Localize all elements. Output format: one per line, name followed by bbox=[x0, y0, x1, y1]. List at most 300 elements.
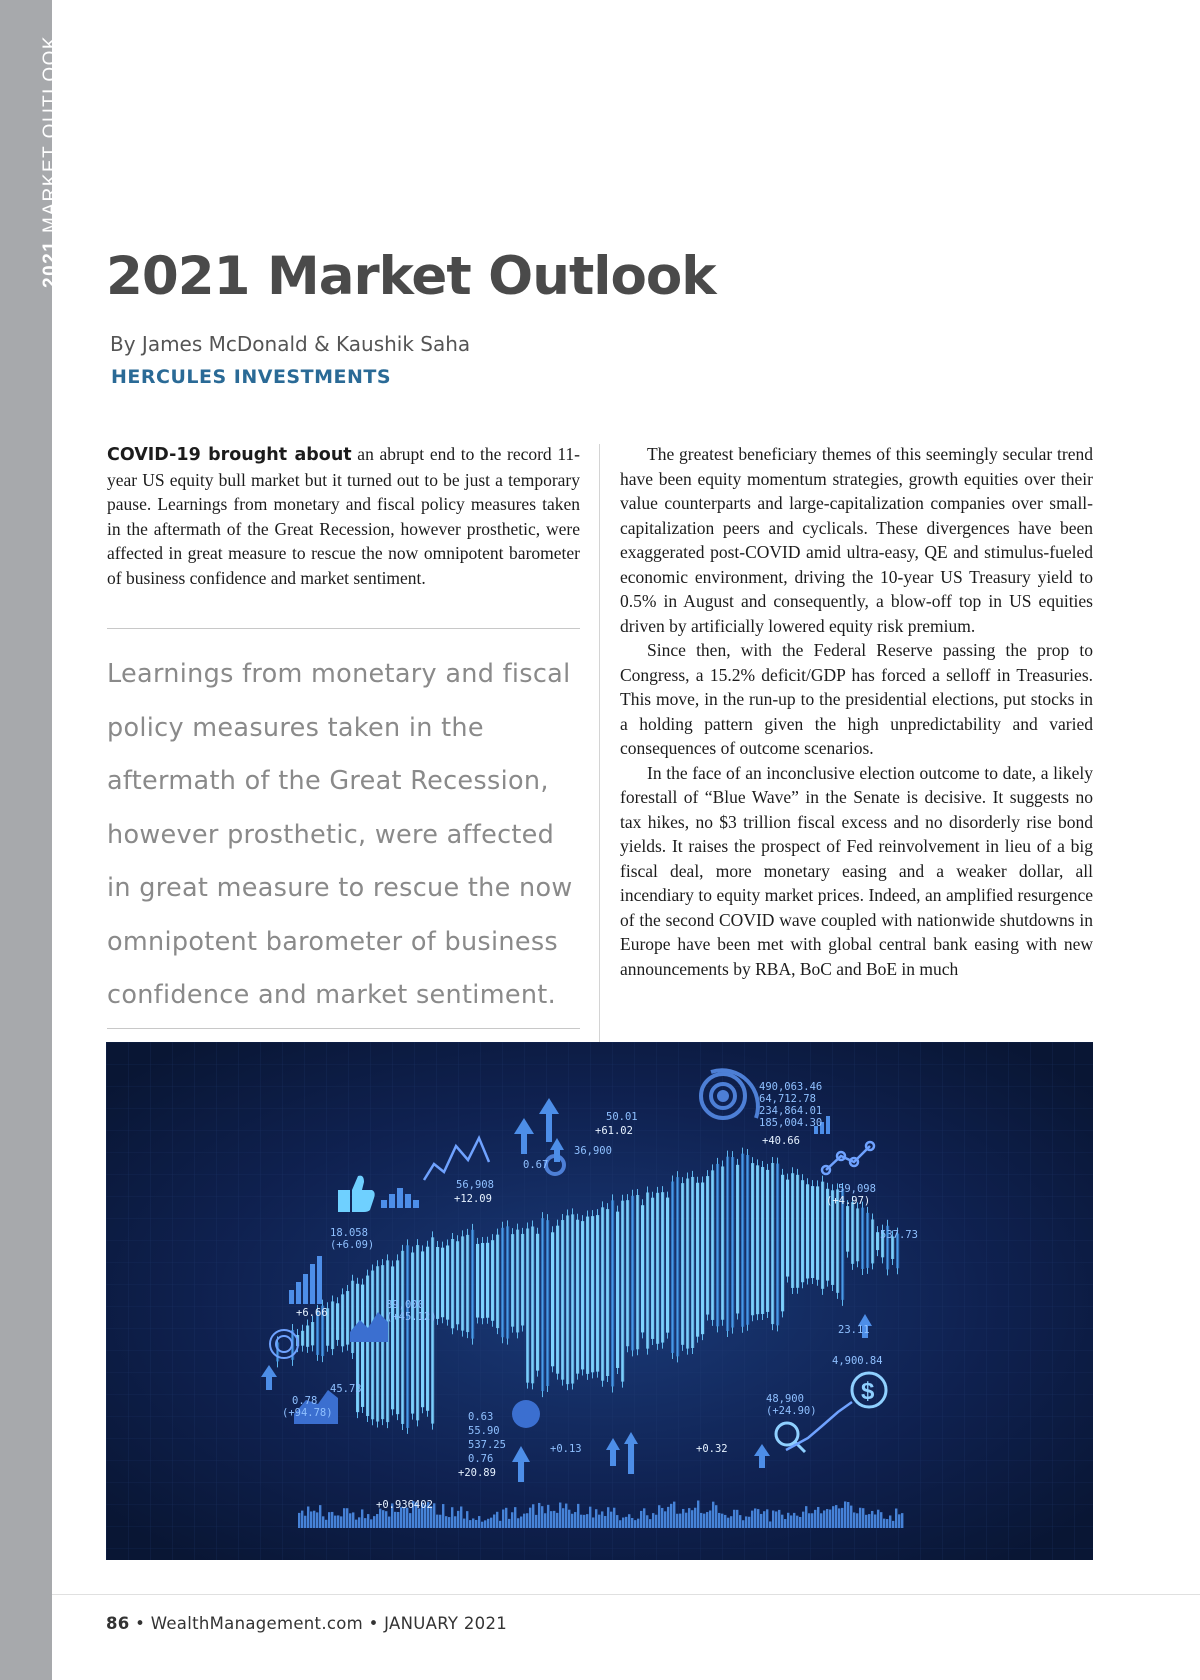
bull-candle bbox=[341, 1294, 344, 1346]
bull-candle bbox=[426, 1247, 429, 1411]
volume-bar bbox=[616, 1515, 618, 1528]
volume-bar bbox=[601, 1511, 603, 1528]
volume-bar bbox=[736, 1510, 738, 1528]
volume-bar bbox=[505, 1508, 507, 1528]
bull-candle bbox=[456, 1241, 459, 1324]
bull-candle bbox=[786, 1180, 789, 1277]
volume-bar bbox=[844, 1501, 846, 1528]
volume-bar bbox=[409, 1513, 411, 1528]
volume-bar bbox=[379, 1509, 381, 1528]
volume-bar bbox=[301, 1511, 303, 1528]
volume-bar bbox=[766, 1509, 768, 1528]
volume-bar bbox=[358, 1517, 360, 1528]
bull-market-illustration bbox=[106, 1042, 1093, 1560]
pull-quote-rule-bottom bbox=[107, 1028, 580, 1029]
image-label: 50.01 bbox=[606, 1111, 638, 1123]
volume-bar bbox=[739, 1515, 741, 1528]
volume-bar bbox=[634, 1520, 636, 1528]
bull-candle bbox=[586, 1217, 589, 1374]
volume-bar bbox=[658, 1505, 660, 1528]
section-year: 2021 bbox=[40, 239, 61, 288]
volume-bar bbox=[538, 1503, 540, 1528]
volume-bar bbox=[457, 1511, 459, 1528]
bull-candle bbox=[631, 1196, 634, 1351]
bull-candle bbox=[516, 1230, 519, 1333]
volume-bar bbox=[670, 1504, 672, 1528]
bull-candle bbox=[746, 1155, 749, 1325]
volume-bar bbox=[754, 1508, 756, 1528]
volume-bar bbox=[367, 1514, 369, 1528]
volume-bar bbox=[418, 1508, 420, 1528]
bull-candle bbox=[741, 1154, 744, 1327]
volume-bar bbox=[508, 1519, 510, 1528]
volume-bar bbox=[592, 1517, 594, 1528]
bull-candle bbox=[481, 1243, 484, 1318]
volume-bar bbox=[709, 1510, 711, 1528]
volume-bar bbox=[745, 1516, 747, 1528]
volume-bar bbox=[376, 1514, 378, 1528]
bull-candle bbox=[346, 1291, 349, 1345]
bull-candle bbox=[581, 1221, 584, 1369]
volume-bar bbox=[454, 1516, 456, 1528]
volume-bar bbox=[778, 1510, 780, 1528]
volume-bar bbox=[307, 1506, 309, 1528]
volume-bar bbox=[742, 1520, 744, 1528]
volume-bar bbox=[793, 1513, 795, 1528]
volume-bar bbox=[436, 1515, 438, 1528]
bull-candle bbox=[781, 1175, 784, 1312]
bull-candle bbox=[416, 1245, 419, 1420]
volume-bar bbox=[394, 1512, 396, 1528]
volume-bar bbox=[541, 1506, 543, 1528]
volume-bar bbox=[364, 1518, 366, 1528]
volume-bar bbox=[556, 1513, 558, 1528]
intro-paragraph bbox=[107, 442, 580, 590]
publication-site: WealthManagement.com bbox=[150, 1614, 364, 1633]
image-label: +61.02 bbox=[595, 1125, 633, 1137]
bull-candle bbox=[351, 1281, 354, 1353]
volume-bar bbox=[700, 1513, 702, 1528]
bull-candle bbox=[796, 1175, 799, 1288]
volume-bar bbox=[334, 1516, 336, 1528]
volume-bar bbox=[802, 1512, 804, 1528]
volume-bar bbox=[349, 1513, 351, 1528]
image-label: (+45.12) bbox=[386, 1311, 437, 1323]
article-byline: By James McDonald & Kaushik Saha bbox=[110, 332, 471, 356]
volume-bar bbox=[331, 1512, 333, 1528]
volume-bar bbox=[769, 1521, 771, 1528]
image-label: 537.25 bbox=[468, 1439, 506, 1451]
bull-candle bbox=[876, 1232, 879, 1250]
volume-bar bbox=[694, 1508, 696, 1528]
bull-candle bbox=[711, 1170, 714, 1320]
volume-bar bbox=[502, 1509, 504, 1528]
volume-bar bbox=[433, 1503, 435, 1528]
image-label: 490,063.46 bbox=[759, 1081, 823, 1093]
image-label: +0.936402 bbox=[376, 1499, 433, 1511]
dollar-glyph bbox=[861, 1378, 875, 1405]
volume-bar bbox=[679, 1514, 681, 1528]
volume-bar bbox=[886, 1519, 888, 1528]
bull-candle bbox=[441, 1248, 444, 1318]
bull-candle bbox=[511, 1234, 514, 1327]
volume-bar bbox=[559, 1503, 561, 1528]
volume-bar bbox=[748, 1517, 750, 1528]
section-name: MARKET OUTLOOK bbox=[40, 34, 61, 233]
bull-candle bbox=[661, 1192, 664, 1342]
volume-bar bbox=[610, 1512, 612, 1528]
bull-candle bbox=[311, 1322, 314, 1345]
volume-bar bbox=[859, 1508, 861, 1528]
bull-candle bbox=[636, 1195, 639, 1349]
bull-candle bbox=[401, 1251, 404, 1424]
volume-bar bbox=[571, 1514, 573, 1528]
image-label: +12.09 bbox=[454, 1193, 492, 1205]
volume-bar bbox=[625, 1517, 627, 1528]
image-label: 59,098 bbox=[838, 1183, 876, 1195]
bull-candle bbox=[721, 1166, 724, 1319]
volume-bar bbox=[757, 1509, 759, 1528]
volume-bar bbox=[514, 1507, 516, 1528]
image-label: +0.32 bbox=[696, 1443, 728, 1455]
bull-candle bbox=[726, 1157, 729, 1331]
article-title: 2021 Market Outlook bbox=[106, 246, 716, 307]
bull-candle bbox=[816, 1186, 819, 1279]
volume-bar bbox=[772, 1511, 774, 1528]
volume-bar bbox=[319, 1505, 321, 1528]
volume-bar bbox=[814, 1510, 816, 1528]
volume-bar bbox=[847, 1502, 849, 1528]
volume-bar bbox=[868, 1514, 870, 1528]
volume-bar bbox=[682, 1509, 684, 1528]
image-label: 0.76 bbox=[468, 1453, 494, 1465]
volume-bar bbox=[808, 1513, 810, 1528]
bull-candle bbox=[561, 1220, 564, 1380]
image-label: 0.67 bbox=[523, 1159, 549, 1171]
bull-candle bbox=[591, 1216, 594, 1372]
volume-bar bbox=[751, 1511, 753, 1528]
illustration-grid bbox=[106, 1042, 1093, 1560]
volume-bar bbox=[712, 1502, 714, 1528]
pie-chart-icon bbox=[512, 1400, 540, 1428]
volume-bar bbox=[298, 1513, 300, 1528]
image-label: 234,864.01 bbox=[759, 1105, 823, 1117]
bull-candle bbox=[376, 1266, 379, 1421]
bull-candle bbox=[611, 1200, 614, 1386]
volume-bar bbox=[817, 1507, 819, 1528]
left-column bbox=[107, 442, 580, 590]
volume-bar bbox=[526, 1513, 528, 1528]
volume-bar bbox=[343, 1508, 345, 1528]
volume-bar bbox=[442, 1504, 444, 1528]
bull-candle bbox=[806, 1184, 809, 1278]
bull-candle bbox=[641, 1205, 644, 1332]
image-label: (+6.09) bbox=[330, 1239, 375, 1251]
body-paragraph: In the face of an inconclusive election outcome to date, a likely forestall of “Blue Wave” in the Senate is decisive. It suggests no tax hikes, no $3 trillion fiscal excess and no disorderly rise bond yields. It raises the prospect of Fed reinvolvement in lieu of a big fiscal deal, more monetary easing and a weaker dollar, all incendiary to equity market prices. Indeed, an amplified resurgence of the second COVID wave coupled with nationwide shutdowns in Europe have been met with global central bank easing with new announcements by RBA, BoC and BoE in much bbox=[620, 762, 1093, 979]
image-label: 537.73 bbox=[880, 1229, 918, 1241]
volume-bar bbox=[703, 1514, 705, 1528]
bull-candle bbox=[556, 1226, 559, 1374]
volume-bar bbox=[823, 1510, 825, 1528]
bull-candle bbox=[681, 1183, 684, 1345]
bull-candle bbox=[776, 1164, 779, 1326]
bull-candle bbox=[596, 1215, 599, 1372]
image-label: 0.78 bbox=[292, 1395, 318, 1407]
bull-candle bbox=[491, 1240, 494, 1321]
volume-bar bbox=[631, 1518, 633, 1528]
volume-bar bbox=[475, 1520, 477, 1528]
bull-candle bbox=[451, 1239, 454, 1328]
volume-bar bbox=[565, 1504, 567, 1528]
image-label: +20.89 bbox=[458, 1467, 496, 1479]
volume-bar bbox=[484, 1520, 486, 1528]
volume-bar bbox=[598, 1515, 600, 1528]
volume-bar bbox=[838, 1508, 840, 1528]
bull-candle bbox=[706, 1176, 709, 1314]
volume-bar bbox=[865, 1515, 867, 1528]
volume-bar bbox=[346, 1508, 348, 1528]
bull-candle bbox=[536, 1234, 539, 1371]
volume-bar bbox=[796, 1516, 798, 1528]
volume-bar bbox=[718, 1513, 720, 1528]
volume-bar bbox=[325, 1520, 327, 1528]
volume-bar bbox=[832, 1506, 834, 1528]
volume-bar bbox=[577, 1504, 579, 1528]
footer-rule bbox=[52, 1594, 1200, 1595]
section-label bbox=[40, 35, 62, 288]
image-label: 55.90 bbox=[468, 1425, 500, 1437]
bull-candle bbox=[696, 1183, 699, 1337]
volume-bar bbox=[472, 1518, 474, 1528]
volume-bar bbox=[466, 1511, 468, 1528]
volume-bar bbox=[760, 1514, 762, 1528]
volume-bar bbox=[352, 1512, 354, 1528]
volume-bar bbox=[553, 1511, 555, 1528]
image-label: +40.66 bbox=[762, 1135, 800, 1147]
volume-bar bbox=[649, 1519, 651, 1528]
bull-candle bbox=[421, 1251, 424, 1407]
volume-bar bbox=[583, 1515, 585, 1528]
volume-bar bbox=[676, 1514, 678, 1528]
bull-candle bbox=[331, 1301, 334, 1349]
volume-bar bbox=[685, 1513, 687, 1528]
volume-bar bbox=[664, 1511, 666, 1528]
bull-candle bbox=[446, 1245, 449, 1319]
body-paragraph: The greatest beneficiary themes of this seemingly secular trend have been equity momentum strategies, growth equities over their value counterparts and large-capitalization companies over small-capitalization peers and cyclicals. These divergences have been exaggerated post-COVID amid ultra-easy, QE and stimulus-fueled economic environment, driving the 10-year US Treasury yield to 0.5% in August and consequently, a blow-off top in US equities driven by artificially lowered equity risk premium. bbox=[620, 444, 1093, 636]
bull-candle bbox=[676, 1177, 679, 1356]
volume-bar bbox=[310, 1511, 312, 1528]
volume-bar bbox=[613, 1508, 615, 1528]
intro-text: an abrupt end to the record 11-year US equity bull market but it turned out to be just a temporary pause. Learnings from monetary and fiscal policy measures taken in the aftermath of the Great Recession, however prosthetic, were affected in great measure to rescue the now omnipotent barometer of business confidence and market sentiment. bbox=[107, 444, 580, 588]
bull-candle bbox=[381, 1265, 384, 1419]
bull-candle bbox=[691, 1177, 694, 1348]
image-label: 64,712.78 bbox=[759, 1093, 816, 1105]
bull-candle bbox=[811, 1186, 814, 1278]
volume-bar bbox=[535, 1515, 537, 1528]
volume-bar bbox=[337, 1515, 339, 1528]
volume-bar bbox=[775, 1511, 777, 1528]
bull-candle bbox=[791, 1173, 794, 1288]
volume-bar bbox=[322, 1516, 324, 1528]
bull-candle bbox=[541, 1218, 544, 1391]
image-label: 4,900.84 bbox=[832, 1355, 883, 1367]
volume-bar bbox=[898, 1514, 900, 1528]
volume-bar bbox=[826, 1509, 828, 1528]
volume-bar bbox=[805, 1506, 807, 1528]
volume-bar bbox=[361, 1509, 363, 1528]
volume-bar bbox=[790, 1515, 792, 1528]
volume-bar bbox=[880, 1512, 882, 1528]
image-label: (+4.97) bbox=[826, 1195, 871, 1207]
image-label: 45.73 bbox=[330, 1383, 362, 1395]
volume-bar bbox=[856, 1513, 858, 1528]
bull-candle bbox=[476, 1244, 479, 1318]
bull-candle bbox=[566, 1215, 569, 1384]
volume-bar bbox=[385, 1511, 387, 1528]
right-column bbox=[620, 442, 1093, 981]
volume-bar bbox=[355, 1520, 357, 1528]
bull-candle bbox=[486, 1243, 489, 1318]
volume-bar bbox=[895, 1509, 897, 1528]
bull-candle bbox=[621, 1201, 624, 1382]
bull-candle bbox=[846, 1206, 849, 1252]
volume-bar bbox=[673, 1502, 675, 1528]
bull-candle bbox=[391, 1266, 394, 1409]
pull-quote-rule-top bbox=[107, 628, 580, 629]
volume-bar bbox=[481, 1522, 483, 1528]
volume-bar bbox=[439, 1515, 441, 1528]
volume-bar bbox=[373, 1516, 375, 1528]
image-label: 56,908 bbox=[456, 1179, 494, 1191]
bull-candle bbox=[496, 1235, 499, 1328]
bull-candle bbox=[411, 1252, 414, 1413]
bull-candle bbox=[601, 1207, 604, 1380]
image-label: 36,900 bbox=[574, 1145, 612, 1157]
volume-bar bbox=[652, 1513, 654, 1528]
column-divider bbox=[599, 444, 600, 1042]
volume-bar bbox=[490, 1518, 492, 1528]
volume-bar bbox=[901, 1513, 903, 1528]
bull-candle bbox=[871, 1219, 874, 1263]
volume-bar bbox=[532, 1504, 534, 1528]
volume-bar bbox=[388, 1517, 390, 1528]
bull-candle bbox=[866, 1213, 869, 1268]
volume-bar bbox=[787, 1513, 789, 1528]
volume-bar bbox=[829, 1510, 831, 1528]
bull-candle bbox=[301, 1331, 304, 1346]
bull-candle bbox=[651, 1198, 654, 1339]
body-paragraph: Since then, with the Federal Reserve passing the prop to Congress, a 15.2% deficit/GDP has forced a selloff in Treasuries. This move, in the run-up to the presidential elections, put stocks in a holding pattern given the high unpredictability and varied consequences of outcome scenarios. bbox=[620, 640, 1093, 758]
volume-bar bbox=[499, 1521, 501, 1528]
bull-candle bbox=[546, 1220, 549, 1386]
volume-bar bbox=[382, 1510, 384, 1528]
bull-candle bbox=[606, 1209, 609, 1376]
bull-candle bbox=[771, 1163, 774, 1324]
bull-candle bbox=[571, 1214, 574, 1383]
volume-bar bbox=[550, 1511, 552, 1528]
volume-bar bbox=[622, 1518, 624, 1528]
volume-bar bbox=[460, 1506, 462, 1528]
bull-candle bbox=[656, 1193, 659, 1344]
volume-bar bbox=[487, 1519, 489, 1528]
volume-bar bbox=[691, 1510, 693, 1528]
bull-candle bbox=[756, 1165, 759, 1314]
volume-bar bbox=[520, 1517, 522, 1528]
volume-bar bbox=[862, 1508, 864, 1528]
bull-candle bbox=[716, 1164, 719, 1326]
volume-bar bbox=[619, 1520, 621, 1528]
volume-bar bbox=[730, 1516, 732, 1528]
bull-candle bbox=[366, 1276, 369, 1416]
volume-bar bbox=[655, 1515, 657, 1528]
bull-candle bbox=[671, 1181, 674, 1352]
volume-bar bbox=[871, 1511, 873, 1528]
volume-bar bbox=[316, 1512, 318, 1528]
volume-bar bbox=[445, 1516, 447, 1528]
bull-candle bbox=[471, 1230, 474, 1339]
footer-separator: • bbox=[135, 1614, 146, 1633]
volume-bar bbox=[628, 1514, 630, 1528]
volume-bar bbox=[835, 1505, 837, 1528]
volume-bar bbox=[451, 1507, 453, 1528]
volume-bar bbox=[547, 1505, 549, 1528]
bull-candle bbox=[526, 1228, 529, 1382]
bull-candle bbox=[396, 1260, 399, 1414]
bull-candle bbox=[336, 1303, 339, 1340]
volume-bar bbox=[877, 1510, 879, 1528]
volume-bar bbox=[661, 1508, 663, 1528]
volume-bar bbox=[328, 1512, 330, 1528]
bull-candle bbox=[436, 1247, 439, 1319]
volume-bar bbox=[763, 1511, 765, 1528]
image-label: 48,900 bbox=[766, 1393, 804, 1405]
image-label: 0.63 bbox=[468, 1411, 494, 1423]
bull-candle bbox=[576, 1220, 579, 1374]
volume-bar bbox=[478, 1516, 480, 1528]
svg-text:$: $ bbox=[861, 1378, 875, 1405]
page-number: 86 bbox=[106, 1614, 130, 1633]
bull-candle bbox=[766, 1170, 769, 1312]
bull-candle bbox=[761, 1167, 764, 1314]
footer-separator: • bbox=[368, 1614, 379, 1633]
volume-bar bbox=[688, 1508, 690, 1528]
volume-bar bbox=[784, 1519, 786, 1528]
bull-candle bbox=[616, 1212, 619, 1368]
volume-bar bbox=[370, 1519, 372, 1528]
volume-bar bbox=[397, 1512, 399, 1528]
volume-bar bbox=[580, 1515, 582, 1528]
bull-candle bbox=[531, 1227, 534, 1384]
bull-candle bbox=[371, 1271, 374, 1420]
volume-bar bbox=[562, 1508, 564, 1528]
bull-candle bbox=[666, 1198, 669, 1333]
image-label: (+94.78) bbox=[282, 1407, 333, 1419]
bull-candle bbox=[856, 1208, 859, 1261]
bull-candle bbox=[461, 1236, 464, 1330]
volume-bar bbox=[448, 1517, 450, 1528]
issue-date: JANUARY 2021 bbox=[384, 1614, 508, 1633]
volume-bar bbox=[721, 1514, 723, 1528]
volume-bar bbox=[517, 1518, 519, 1528]
volume-bar bbox=[574, 1512, 576, 1528]
author-organization: HERCULES INVESTMENTS bbox=[111, 366, 391, 388]
bull-candle bbox=[821, 1182, 824, 1289]
volume-bar bbox=[595, 1509, 597, 1528]
volume-bar bbox=[883, 1519, 885, 1528]
bull-candle bbox=[431, 1237, 434, 1423]
lead-in: COVID-19 brought about bbox=[107, 445, 352, 465]
volume-bar bbox=[544, 1513, 546, 1528]
